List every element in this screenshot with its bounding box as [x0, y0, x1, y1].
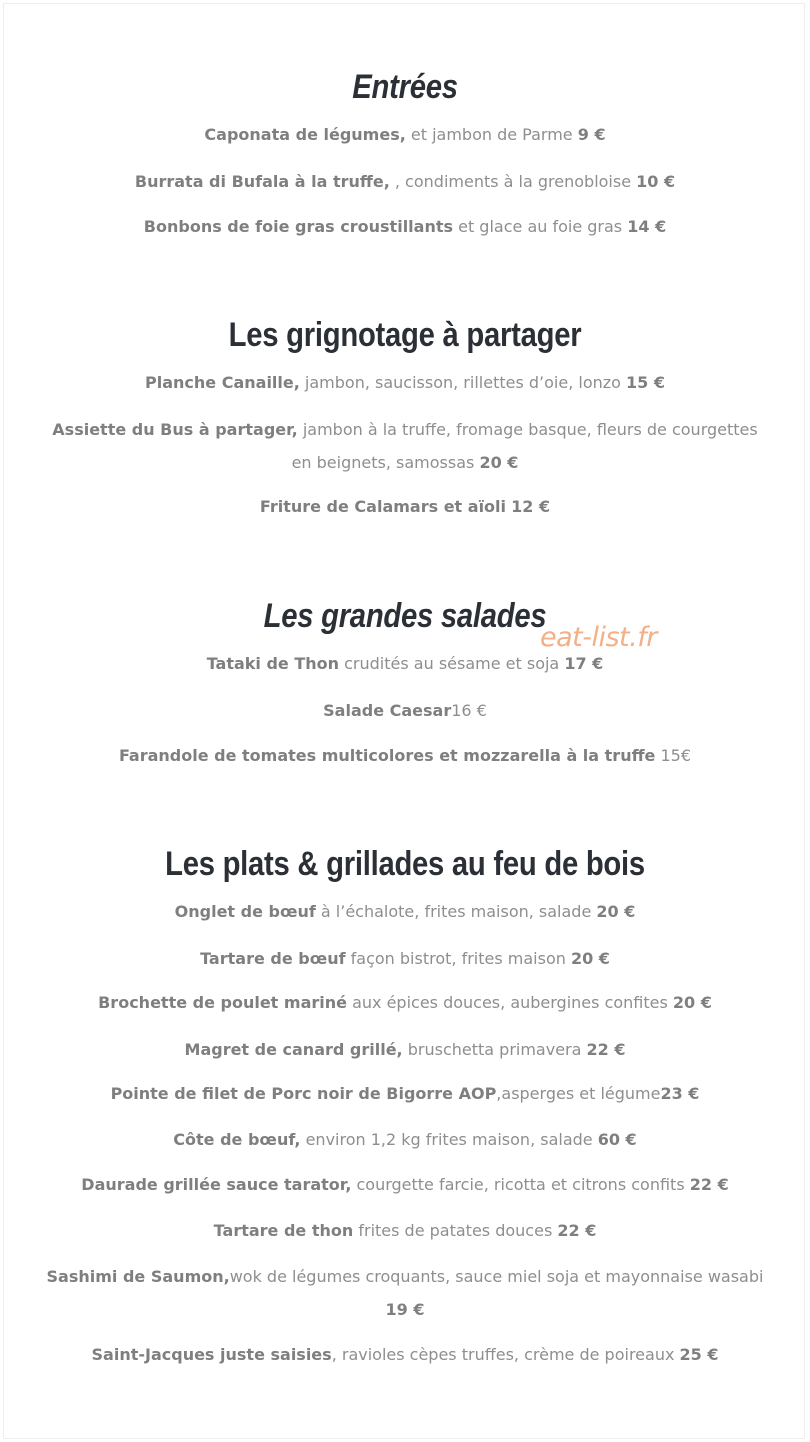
item-name: Onglet de bœuf: [174, 902, 316, 921]
menu-item: [40, 413, 770, 479]
menu-item: [40, 165, 770, 198]
item-desc: , condiments à la grenobloise: [389, 172, 637, 191]
item-desc: façon bistrot, frites maison: [345, 949, 571, 968]
section-title-grignotage: Les grignotage à partager: [228, 316, 582, 354]
item-price: 14 €: [627, 217, 667, 236]
item-name: Salade Caesar: [323, 701, 452, 720]
item-price: 20 €: [570, 949, 610, 968]
menu-item: [40, 694, 770, 727]
item-name: Friture de Calamars et aïoli: [259, 497, 507, 516]
item-name: Magret de canard grillé,: [184, 1040, 403, 1059]
item-name: Daurade grillée sauce tarator,: [81, 1175, 352, 1194]
item-desc: jambon à la truffe, fromage basque, fleurs de courgettes en beignets, samossas: [291, 420, 758, 472]
item-price: 15 €: [626, 373, 665, 392]
item-name: Sashimi de Saumon,: [46, 1267, 230, 1286]
item-price: 17 €: [564, 654, 604, 673]
item-price: 23 €: [660, 1084, 700, 1103]
menu-item: [40, 366, 770, 399]
item-name: Burrata di Bufala à la truffe,: [134, 172, 390, 191]
menu-item: [40, 942, 770, 975]
item-price: 19 €: [385, 1300, 425, 1319]
item-desc: wok de légumes croquants, sauce miel soja et mayonnaise wasabi: [229, 1267, 764, 1286]
section-title-plats: Les plats & grillades au feu de bois: [165, 845, 645, 883]
item-price: 15€: [660, 746, 692, 765]
menu-item: [40, 1338, 770, 1371]
item-price: 22 €: [689, 1175, 729, 1194]
menu-item: [40, 986, 770, 1019]
item-desc: ,asperges et légume: [496, 1084, 661, 1103]
item-name: Caponata de légumes,: [204, 125, 406, 144]
menu-item: [40, 739, 770, 772]
item-desc: jambon, saucisson, rillettes d’oie, lonzo: [299, 373, 627, 392]
item-desc: courgette farcie, ricotta et citrons confits: [351, 1175, 690, 1194]
item-price: 22 €: [586, 1040, 626, 1059]
item-name: Assiette du Bus à partager,: [52, 420, 298, 439]
menu-item: [40, 1033, 770, 1066]
item-desc: environ 1,2 kg frites maison, salade: [300, 1130, 598, 1149]
menu-item: [40, 895, 770, 928]
item-desc: , ravioles cèpes truffes, crème de poireaux: [331, 1345, 680, 1364]
item-price: 9 €: [577, 125, 606, 144]
menu-item: [40, 210, 770, 243]
menu-item: [40, 1123, 770, 1156]
item-name: Farandole de tomates multicolores et mozzarella à la truffe: [118, 746, 656, 765]
item-price: 20 €: [479, 453, 519, 472]
item-name: Tataki de Thon: [206, 654, 340, 673]
item-price: 10 €: [636, 172, 676, 191]
menu-item: [40, 490, 770, 523]
item-name: Brochette de poulet mariné: [98, 993, 347, 1012]
item-desc: et jambon de Parme: [405, 125, 578, 144]
item-desc: frites de patates douces: [353, 1221, 558, 1240]
menu-item: [40, 118, 770, 151]
item-desc: et glace au foie gras: [453, 217, 628, 236]
item-name: Planche Canaille,: [145, 373, 300, 392]
item-name: Côte de bœuf,: [173, 1130, 301, 1149]
item-name: Tartare de bœuf: [200, 949, 346, 968]
item-price: 60 €: [597, 1130, 637, 1149]
item-price: 16 €: [451, 701, 487, 720]
item-price: 22 €: [557, 1221, 597, 1240]
item-price: 20 €: [672, 993, 712, 1012]
item-price: 25 €: [679, 1345, 719, 1364]
item-name: Bonbons de foie gras croustillants: [143, 217, 454, 236]
menu-item: [40, 647, 770, 680]
item-name: Saint-Jacques juste saisies: [91, 1345, 332, 1364]
section-title-salades: Les grandes salades: [263, 597, 547, 635]
watermark: eat-list.fr: [540, 622, 657, 653]
item-desc: bruschetta primavera: [402, 1040, 587, 1059]
menu-item: [40, 1077, 770, 1110]
section-title-entrees: Entrées: [352, 68, 458, 106]
menu-item: [40, 1260, 770, 1326]
item-price: 20 €: [596, 902, 636, 921]
menu-item: [40, 1214, 770, 1247]
menu-item: [40, 1168, 770, 1201]
item-price: 12 €: [511, 497, 551, 516]
item-desc: à l’échalote, frites maison, salade: [315, 902, 597, 921]
item-name: Tartare de thon: [213, 1221, 354, 1240]
item-desc: aux épices douces, aubergines confites: [346, 993, 673, 1012]
item-name: Pointe de filet de Porc noir de Bigorre AOP: [110, 1084, 497, 1103]
item-desc: crudités au sésame et soja: [339, 654, 565, 673]
